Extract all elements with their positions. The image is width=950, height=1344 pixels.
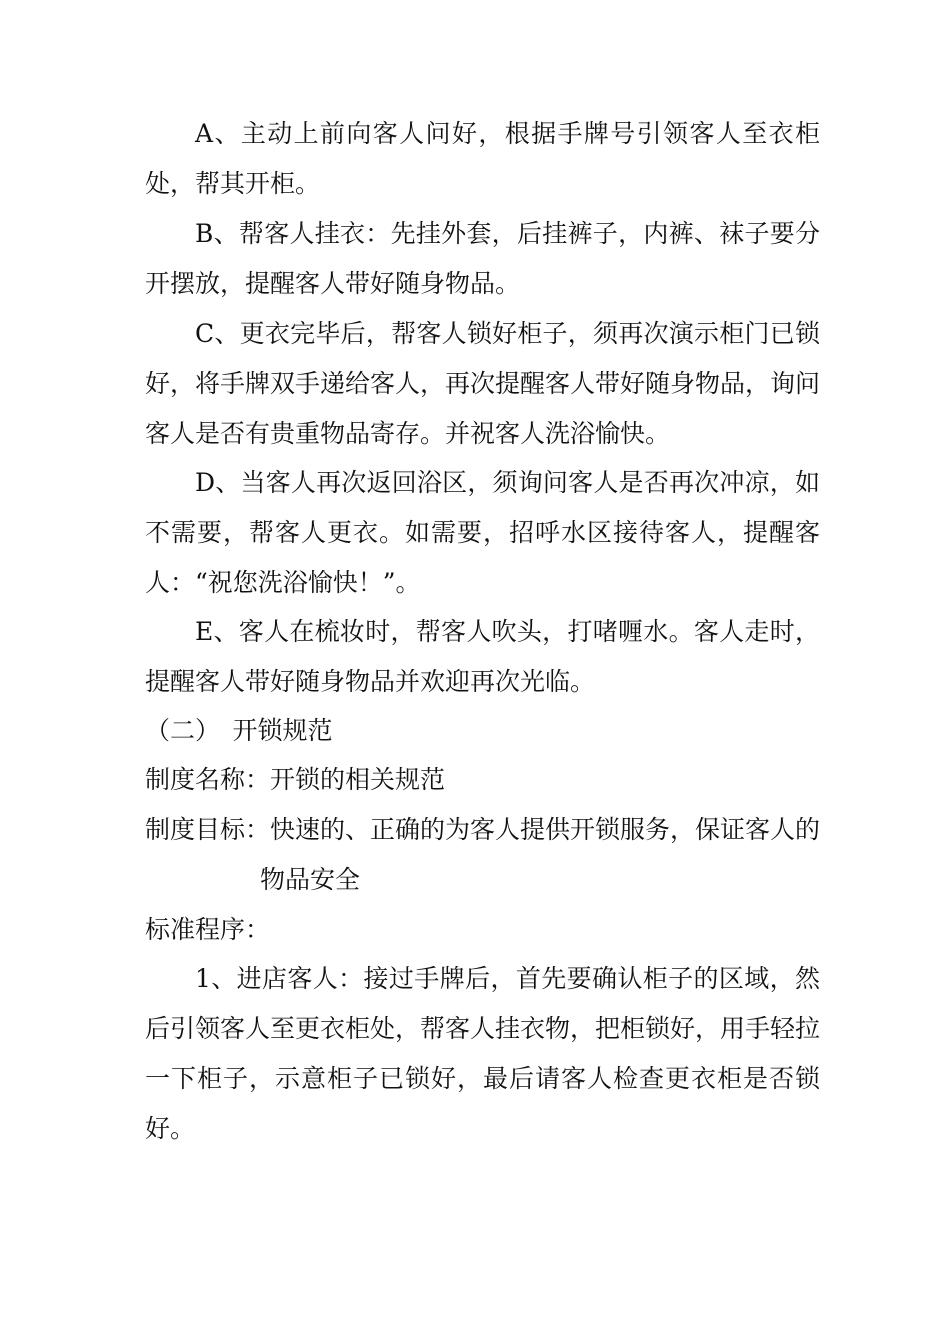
paragraph-d: D、当客人再次返回浴区，须询问客人是否再次冲凉，如不需要，帮客人更衣。如需要，招呼水区接待客人，提醒客人：“祝您洗浴愉快！”。	[145, 468, 820, 597]
procedure-step-1: 1、进店客人：接过手牌后，首先要确认柜子的区域，然后引领客人至更衣柜处，帮客人挂衣物，把柜锁好，用手轻拉一下柜子，示意柜子已锁好，最后请客人检查更衣柜是否锁好。	[145, 964, 821, 1143]
paragraph-b: B、帮客人挂衣：先挂外套，后挂裤子，内裤、袜子要分开摆放，提醒客人带好随身物品。	[145, 219, 820, 298]
paragraph-e: E、客人在梳妆时，帮客人吹头，打啫喱水。客人走时，提醒客人带好随身物品并欢迎再次光临。	[145, 617, 820, 696]
section-heading: （二） 开锁规范	[145, 716, 333, 745]
paragraph-c: C、更衣完毕后，帮客人锁好柜子，须再次演示柜门已锁好，将手牌双手递给客人，再次提醒客人带好随身物品，询问客人是否有贵重物品寄存。并祝客人洗浴愉快。	[145, 319, 821, 448]
paragraph-a: A、主动上前向客人问好，根据手牌号引领客人至衣柜处，帮其开柜。	[145, 119, 820, 198]
policy-name: 制度名称：开锁的相关规范	[145, 765, 446, 794]
policy-goal: 制度目标：快速的、正确的为客人提供开锁服务，保证客人的物品安全	[145, 815, 821, 894]
procedure-label: 标准程序：	[145, 915, 271, 944]
